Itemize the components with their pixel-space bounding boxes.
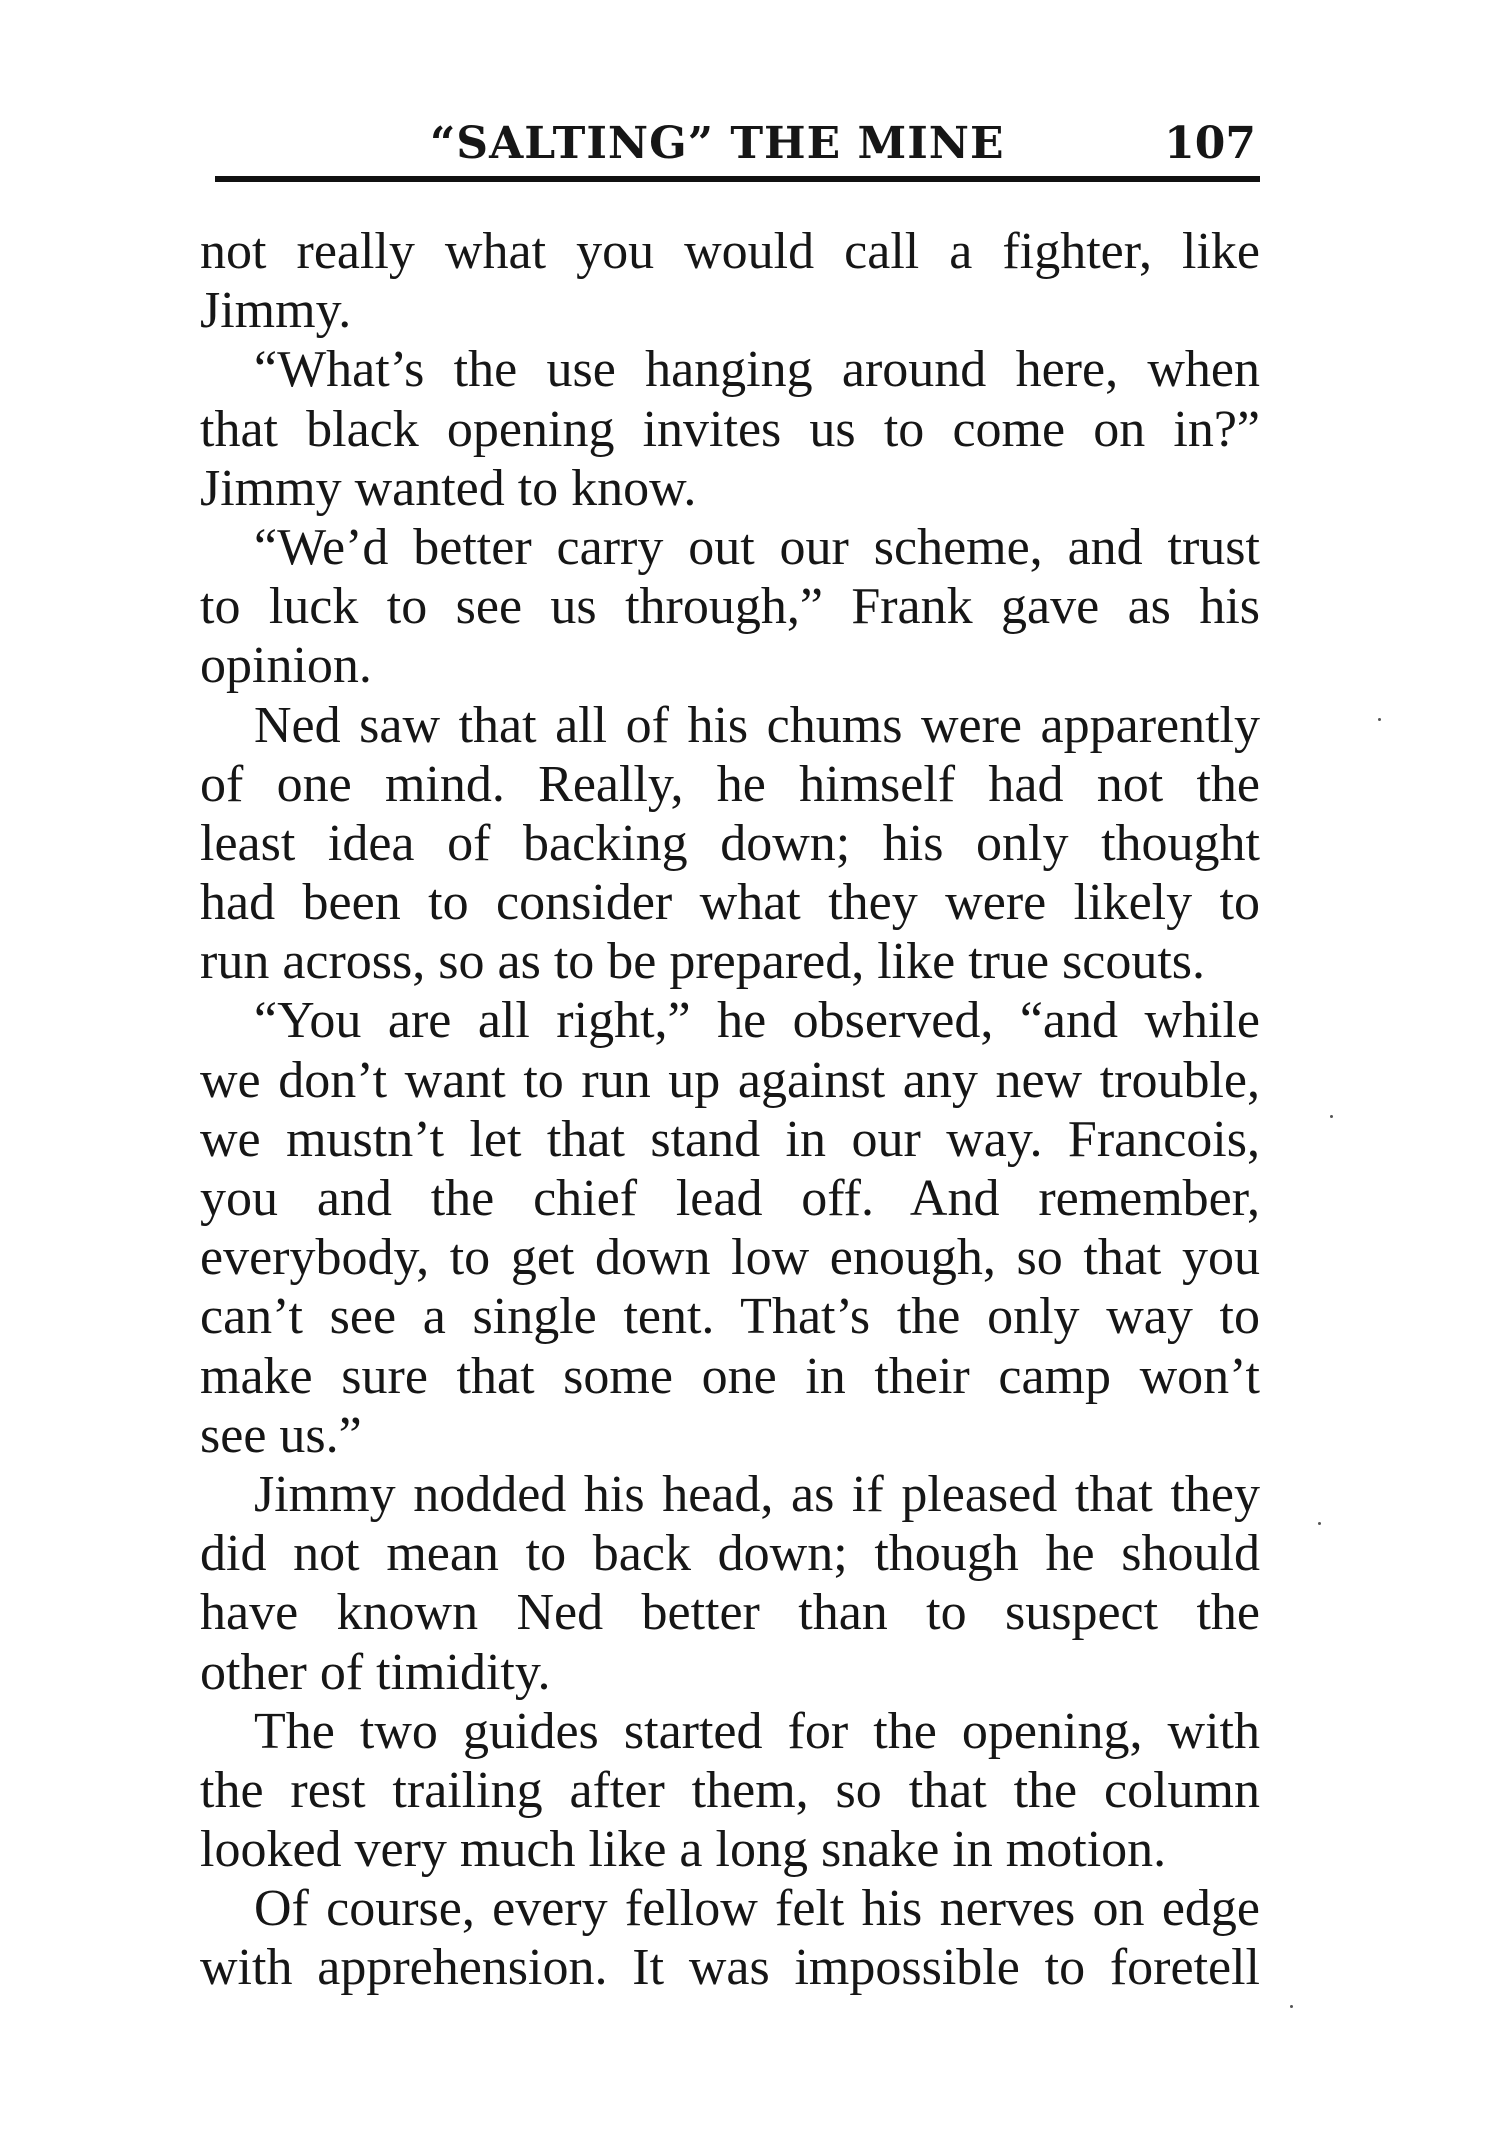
text-line: of one mind. Really, he himself had not the — [200, 755, 1260, 813]
text-line: Ned saw that all of his chums were apparently — [254, 696, 1260, 754]
text-line: had been to consider what they were likely to — [200, 874, 1260, 932]
text-line: we mustn’t let that stand in our way. Francois, — [200, 1110, 1260, 1168]
text-line: did not mean to back down; though he should — [200, 1525, 1260, 1583]
text-line: The two guides started for the opening, with — [254, 1702, 1260, 1760]
running-head — [215, 112, 1260, 182]
text-line: to luck to see us through,” Frank gave as his — [200, 578, 1260, 636]
text-line: that black opening invites us to come on in?” — [200, 400, 1260, 458]
text-line: see us.” — [200, 1406, 362, 1464]
print-speck — [1318, 1522, 1321, 1525]
text-line: Jimmy. — [200, 282, 352, 340]
text-line: everybody, to get down low enough, so that you — [200, 1229, 1260, 1287]
header-rule — [215, 176, 1260, 182]
text-line: opinion. — [200, 637, 372, 695]
text-line: with apprehension. It was impossible to foretell — [200, 1939, 1260, 1997]
text-line: not really what you would call a fighter, like — [200, 223, 1260, 280]
text-line: Of course, every fellow felt his nerves on edge — [254, 1880, 1260, 1938]
text-line: we don’t want to run up against any new trouble, — [200, 1051, 1260, 1109]
text-line: you and the chief lead off. And remember, — [200, 1170, 1260, 1227]
text-line: least idea of backing down; his only thought — [200, 814, 1260, 872]
text-line: make sure that some one in their camp won’t — [200, 1347, 1260, 1405]
body-text — [200, 222, 1260, 1998]
text-line: “What’s the use hanging around here, when — [254, 341, 1260, 399]
text-line: the rest trailing after them, so that the column — [200, 1761, 1260, 1819]
text-line: have known Ned better than to suspect the — [200, 1584, 1260, 1642]
print-speck — [1330, 1115, 1333, 1118]
print-speck — [1378, 718, 1381, 721]
text-line: Jimmy wanted to know. — [200, 459, 697, 517]
text-line: can’t see a single tent. That’s the only way to — [200, 1288, 1260, 1346]
text-line: other of timidity. — [200, 1643, 551, 1701]
text-line: looked very much like a long snake in motion. — [200, 1821, 1167, 1879]
text-line: “You are all right,” he observed, “and while — [254, 992, 1260, 1050]
page-number: 107 — [1164, 118, 1256, 169]
text-line: Jimmy nodded his head, as if pleased that they — [254, 1465, 1260, 1523]
print-speck — [1290, 2005, 1293, 2008]
text-line: “We’d better carry out our scheme, and trust — [254, 518, 1260, 576]
chapter-title: “SALTING” THE MINE — [430, 118, 1005, 169]
text-line: run across, so as to be prepared, like true scouts. — [200, 933, 1206, 991]
